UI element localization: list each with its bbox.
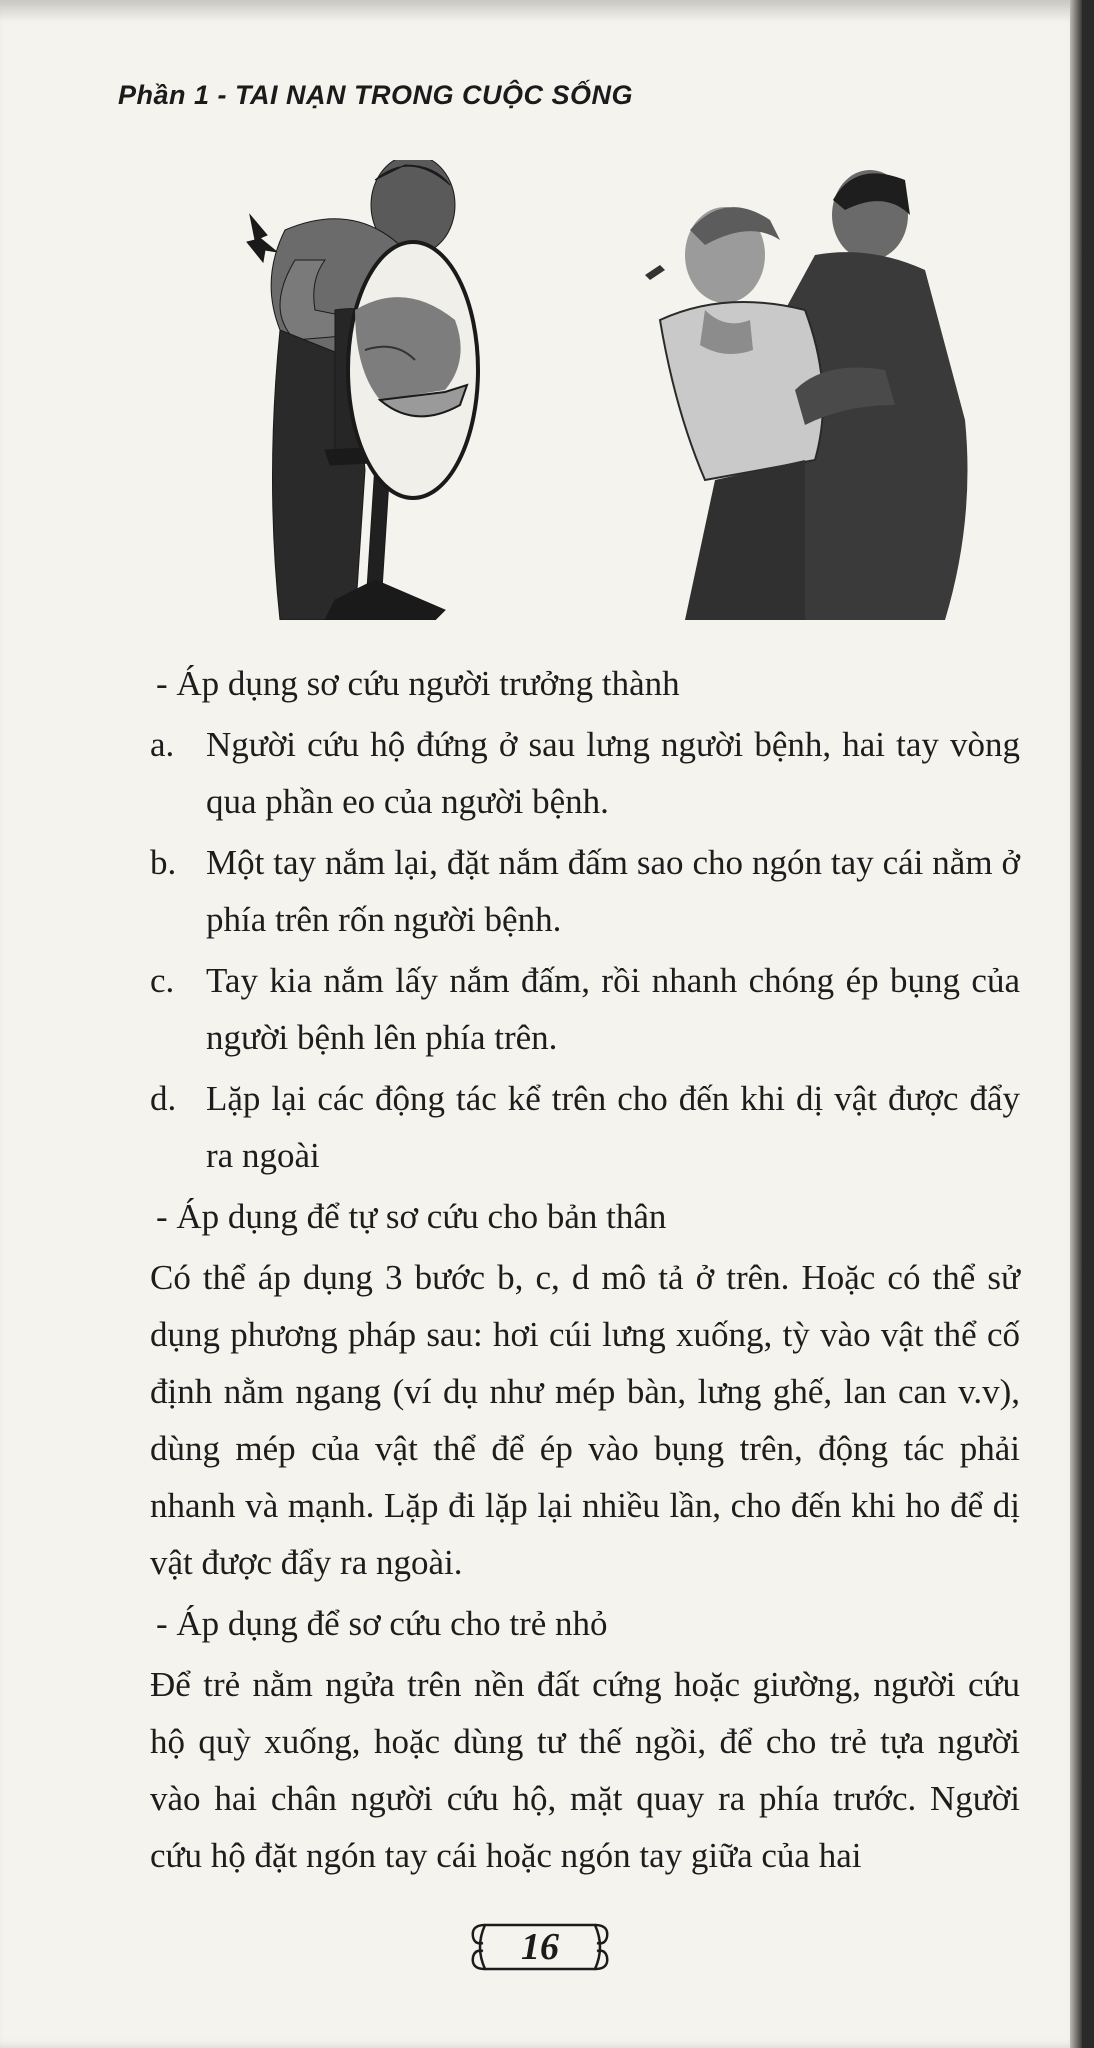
step-label: b. — [150, 843, 177, 882]
page-top-shadow — [0, 0, 1082, 22]
step-label: c. — [150, 961, 175, 1000]
step-text: Tay kia nắm lấy nắm đấm, rồi nhanh chóng ép bụng của người bệnh lên phía trên. — [206, 961, 1020, 1057]
abdominal-thrust-illustration — [205, 160, 995, 620]
step-b — [150, 834, 1020, 948]
running-head: Phần 1 - TAI NẠN TRONG CUỘC SỐNG — [118, 80, 634, 110]
step-label: d. — [150, 1079, 177, 1118]
hand-detail-inset — [348, 242, 478, 498]
self-heading: - Áp dụng để tự sơ cứu cho bản thân — [156, 1197, 667, 1236]
step-d — [150, 1070, 1020, 1184]
self-paragraph: Có thể áp dụng 3 bước b, c, d mô tả ở trên. Hoặc có thể sử dụng phương pháp sau: hơi cúi lưng xuống, tỳ vào vật thể cố định nằm ngang (ví dụ như mép bàn, lưng ghế, lan can v.v), dùng mép của vật thể để ép vào bụng trên, động tác phải nhanh và mạnh. Lặp đi lặp lại nhiều lần, cho đến khi ho để dị vật được đẩy ra ngoài. — [150, 1258, 1020, 1582]
body-text — [150, 655, 1020, 1888]
child-paragraph: Để trẻ nằm ngửa trên nền đất cứng hoặc giường, người cứu hộ quỳ xuống, hoặc dùng tư thế ngồi, để cho trẻ tựa người vào hai chân người cứu hộ, mặt quay ra phía trước. Người cứu hộ đặt ngón tay cái hoặc ngón tay giữa của hai — [150, 1665, 1020, 1875]
step-a — [150, 716, 1020, 830]
step-text: Một tay nắm lại, đặt nắm đấm sao cho ngón tay cái nằm ở phía trên rốn người bệnh. — [206, 843, 1020, 939]
page-edge — [1070, 0, 1082, 2048]
step-c — [150, 952, 1020, 1066]
step-text: Lặp lại các động tác kể trên cho đến khi dị vật được đẩy ra ngoài — [206, 1079, 1020, 1175]
page-number: 16 — [521, 1926, 559, 1968]
adult-heading: - Áp dụng sơ cứu người trưởng thành — [156, 664, 680, 703]
child-heading: - Áp dụng để sơ cứu cho trẻ nhỏ — [156, 1604, 608, 1643]
page-number-ornament — [465, 1915, 615, 1979]
step-label: a. — [150, 725, 175, 764]
rescuer-and-victim-figure — [645, 170, 968, 620]
step-text: Người cứu hộ đứng ở sau lưng người bệnh, hai tay vòng qua phần eo của người bệnh. — [206, 725, 1020, 821]
